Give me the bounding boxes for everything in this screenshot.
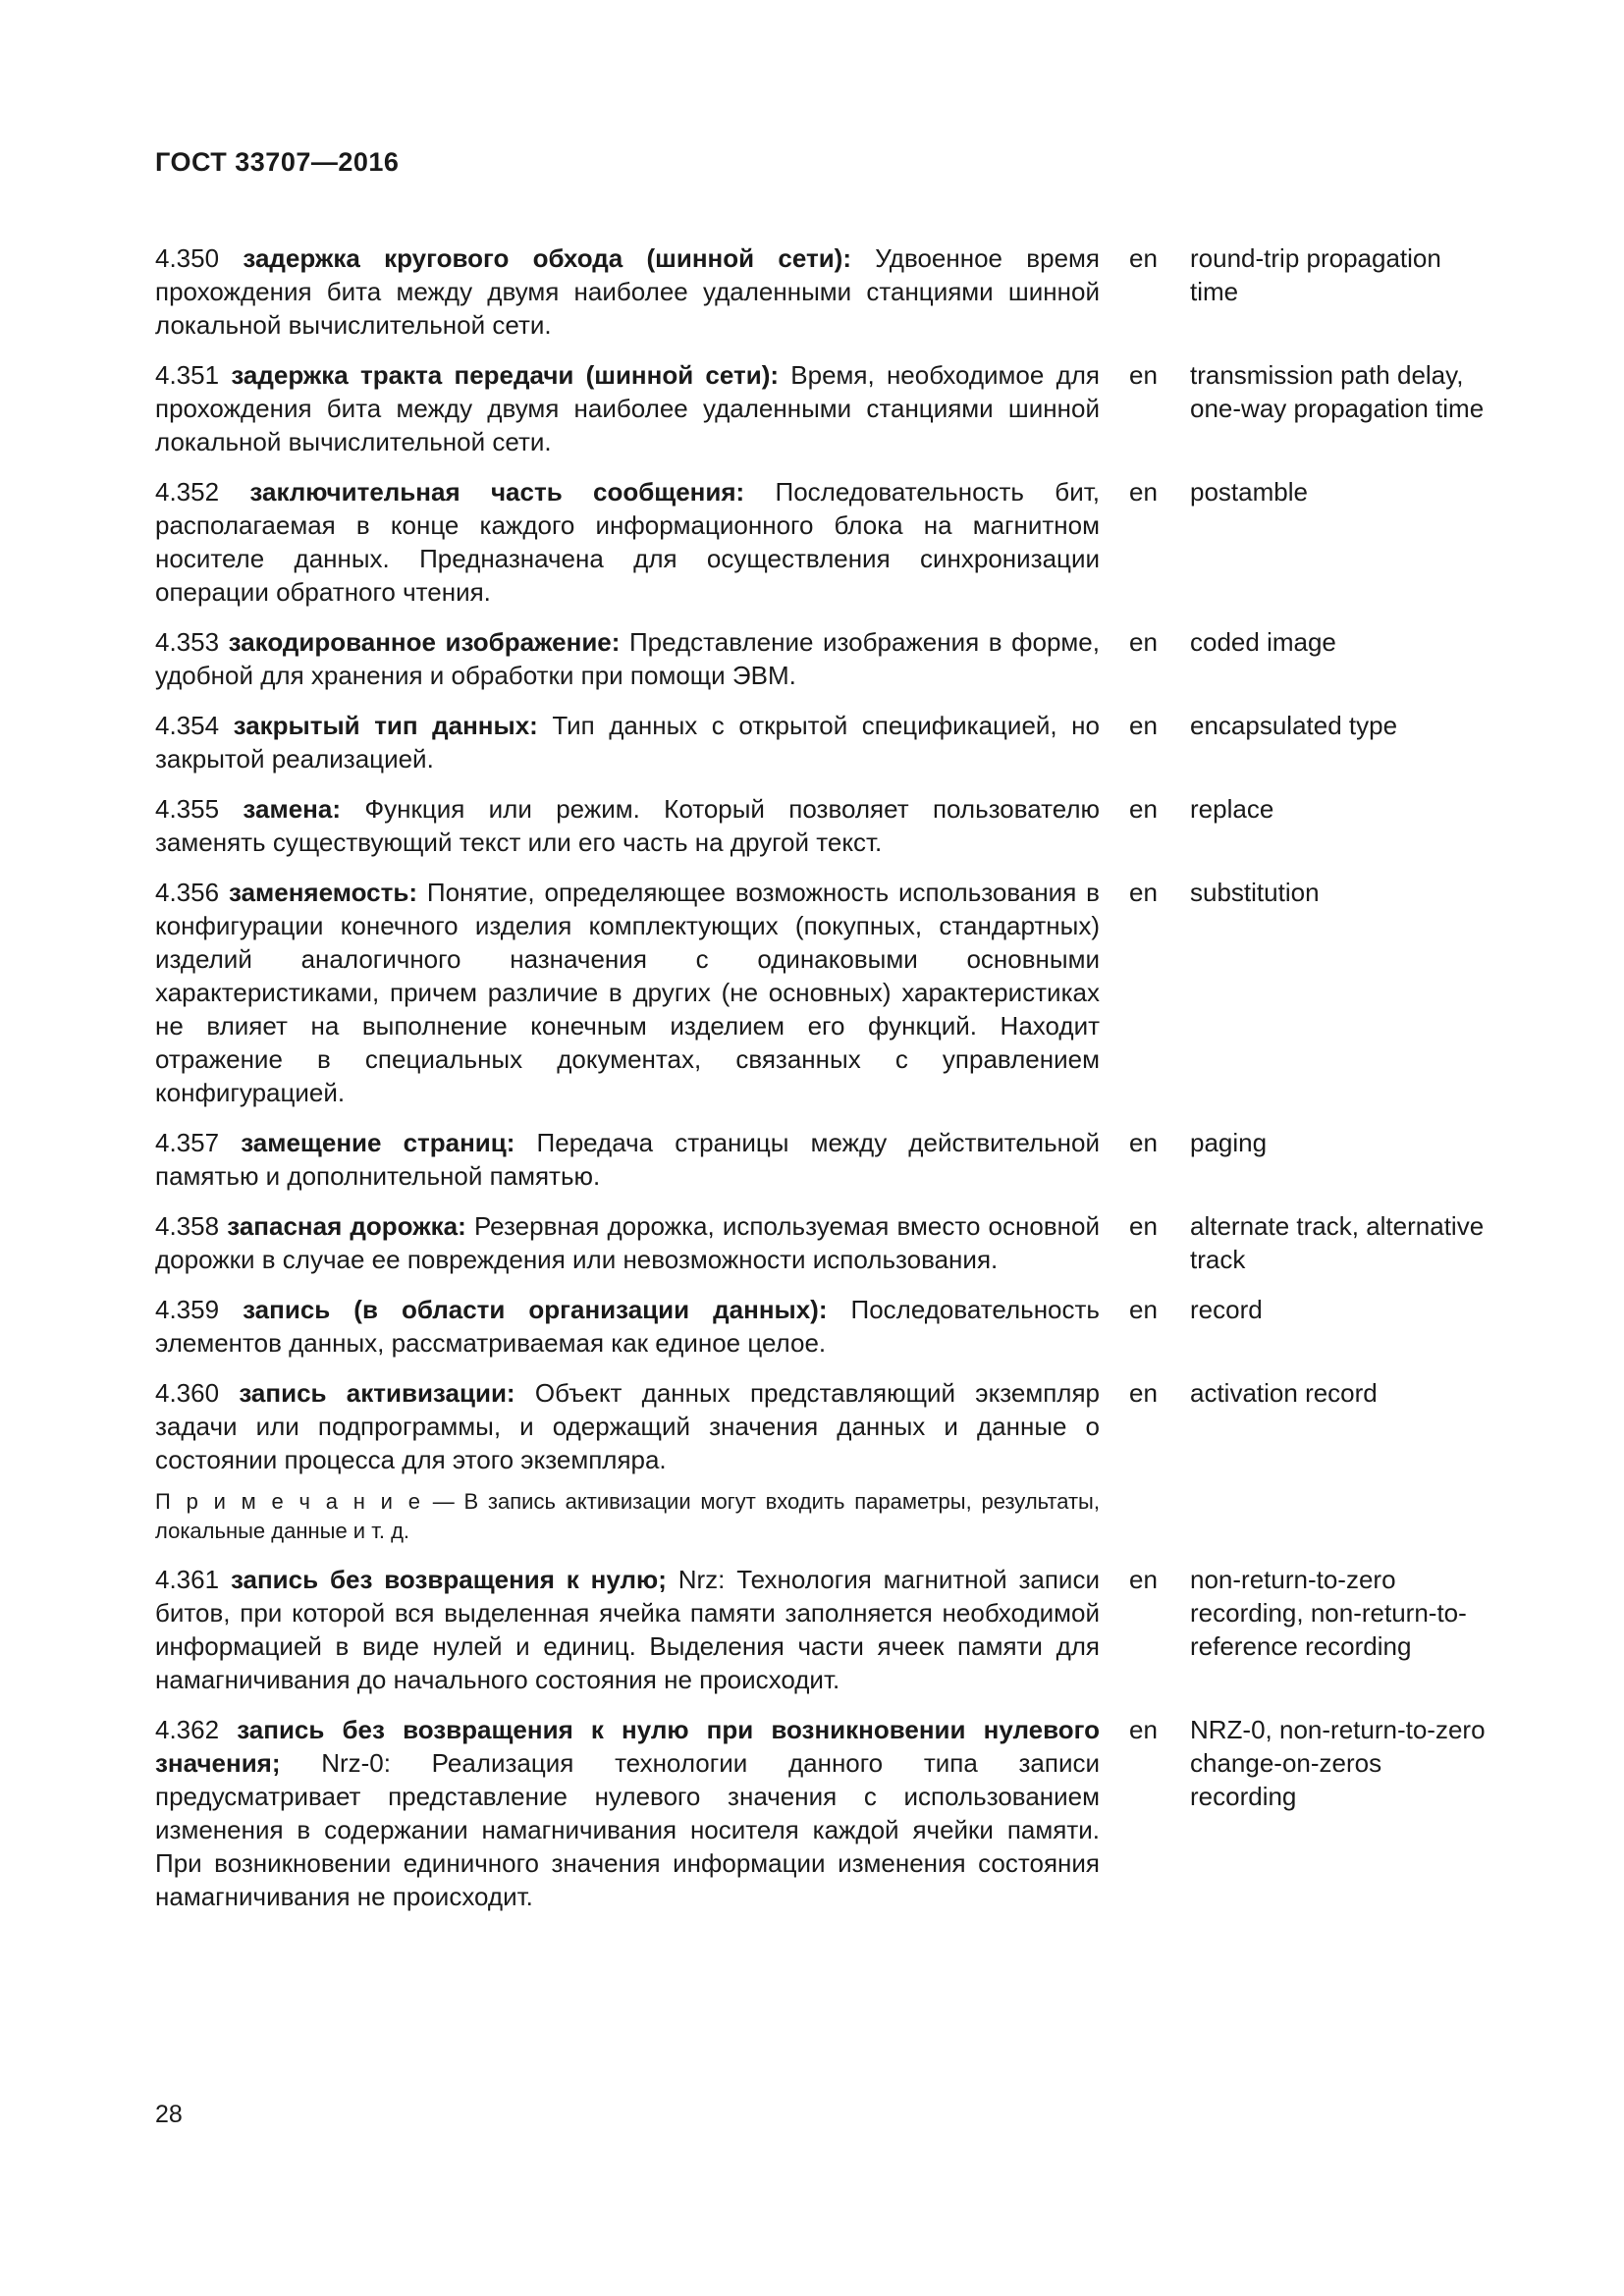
term-english-equivalent: NRZ-0, non-return-to-zero change-on-zeros recording <box>1190 1715 1486 1811</box>
term-text: Последовательность элементов данных, рассматриваемая как единое целое. <box>155 1295 1100 1358</box>
term-language: en <box>1129 1565 1158 1594</box>
terms-list <box>155 241 1490 1930</box>
term-definition <box>155 1376 1100 1476</box>
term-entry-4-353 <box>155 625 1490 692</box>
term-text: Объект данных представляющий экземпляр задачи или подпрограммы, и одержащий значения данных и данные о состоянии процесса для этого экземпляра. <box>155 1378 1100 1474</box>
term-name: заменяемость: <box>228 878 417 907</box>
term-entry-4-351 <box>155 358 1490 458</box>
term-english-equivalent: substitution <box>1190 878 1320 907</box>
term-name: замена: <box>243 794 341 824</box>
term-name: заключительная часть сообщения: <box>249 477 745 507</box>
term-entry-4-355 <box>155 792 1490 859</box>
term-language: en <box>1129 878 1158 907</box>
term-english-equivalent: transmission path delay, one-way propagation time <box>1190 360 1485 423</box>
term-definition <box>155 241 1100 342</box>
term-definition <box>155 709 1100 775</box>
term-number: 4.350 <box>155 243 220 273</box>
term-number: 4.354 <box>155 711 220 740</box>
term-entry-4-357 <box>155 1126 1490 1193</box>
term-definition <box>155 1126 1100 1193</box>
term-name: запись (в области организации данных): <box>243 1295 828 1324</box>
term-english-equivalent: activation record <box>1190 1378 1378 1408</box>
term-note <box>155 1487 1100 1546</box>
term-text: Резервная дорожка, используемая вместо основной дорожки в случае ее повреждения или невозможности использования. <box>155 1211 1100 1274</box>
term-definition <box>155 1209 1100 1276</box>
term-entry-4-356 <box>155 876 1490 1109</box>
term-definition <box>155 876 1100 1109</box>
term-english-equivalent: record <box>1190 1295 1263 1324</box>
term-language: en <box>1129 360 1158 390</box>
term-definition <box>155 358 1100 458</box>
term-name: запасная дорожка: <box>227 1211 466 1241</box>
term-entry-4-352 <box>155 475 1490 609</box>
term-language: en <box>1129 1211 1158 1241</box>
term-name: закрытый тип данных: <box>233 711 538 740</box>
term-entry-4-354 <box>155 709 1490 775</box>
term-text: Тип данных с открытой спецификацией, но закрытой реализацией. <box>155 711 1100 774</box>
term-language: en <box>1129 1378 1158 1408</box>
term-number: 4.353 <box>155 627 220 657</box>
term-language: en <box>1129 794 1158 824</box>
term-number: 4.352 <box>155 477 220 507</box>
term-number: 4.358 <box>155 1211 220 1241</box>
term-entry-4-350 <box>155 241 1490 342</box>
term-english-equivalent: encapsulated type <box>1190 711 1398 740</box>
term-entry-4-358 <box>155 1209 1490 1276</box>
term-text: Удвоенное время прохождения бита между двумя наиболее удаленными станциями шинной локальной вычислительной сети. <box>155 243 1100 340</box>
note-label: П р и м е ч а н и е <box>155 1489 423 1514</box>
term-text: Nrz-0: Реализация технологии данного типа записи предусматривает представление нулевого значения с использованием изменения в содержании намагничивания носителя каждой ячейки памяти. При возникновении единичного значения информации изменения состояния намагничивания не происходит. <box>155 1748 1100 1911</box>
term-english-equivalent: replace <box>1190 794 1274 824</box>
term-english-equivalent: non-return-to-zero recording, non-return-to-reference recording <box>1190 1565 1467 1661</box>
term-name: запись без возвращения к нулю; <box>230 1565 667 1594</box>
term-definition <box>155 1293 1100 1360</box>
term-language: en <box>1129 1715 1158 1744</box>
term-name: задержка кругового обхода (шинной сети): <box>243 243 851 273</box>
term-text: Представление изображения в форме, удобной для хранения и обработки при помощи ЭВМ. <box>155 627 1100 690</box>
term-definition <box>155 792 1100 859</box>
term-definition <box>155 625 1100 692</box>
term-english-equivalent: paging <box>1190 1128 1268 1157</box>
term-number: 4.361 <box>155 1565 220 1594</box>
term-language: en <box>1129 627 1158 657</box>
term-english-equivalent: alternate track, alternative track <box>1190 1211 1485 1274</box>
note-text: — В запись активизации могут входить параметры, результаты, локальные данные и т. д. <box>155 1489 1100 1543</box>
document-header: ГОСТ 33707—2016 <box>155 147 400 177</box>
term-text: Понятие, определяющее возможность использования в конфигурации конечного изделия комплектующих (покупных, стандартных) изделий аналогичного назначения с одинаковыми основными характеристиками, причем различие в других (не основных) характеристиках не влияет на выполнение конечным изделием его функций. Находит отражение в специальных документах, связанных с управлением конфигурацией. <box>155 878 1100 1107</box>
term-definition <box>155 1713 1100 1913</box>
term-text: Последовательность бит, располагаемая в конце каждого информационного блока на магнитном носителе данных. Предназначена для осуществления синхронизации операции обратного чтения. <box>155 477 1100 607</box>
term-name: закодированное изображение: <box>228 627 621 657</box>
term-name: замещение страниц: <box>241 1128 515 1157</box>
term-language: en <box>1129 1128 1158 1157</box>
page-number: 28 <box>155 2101 183 2128</box>
term-text: Функция или режим. Который позволяет пользователю заменять существующий текст или его часть на другой текст. <box>155 794 1101 857</box>
term-name: задержка тракта передачи (шинной сети): <box>231 360 780 390</box>
term-language: en <box>1129 243 1158 273</box>
term-number: 4.351 <box>155 360 220 390</box>
term-number: 4.356 <box>155 878 220 907</box>
term-number: 4.359 <box>155 1295 220 1324</box>
term-number: 4.360 <box>155 1378 220 1408</box>
term-language: en <box>1129 711 1158 740</box>
term-definition <box>155 1563 1100 1696</box>
term-entry-4-359 <box>155 1293 1490 1360</box>
term-entry-4-361 <box>155 1563 1490 1696</box>
term-entry-4-360 <box>155 1376 1490 1476</box>
term-english-equivalent: postamble <box>1190 477 1308 507</box>
term-definition <box>155 475 1100 609</box>
term-text: Передача страницы между действительной памятью и дополнительной памятью. <box>155 1128 1100 1191</box>
term-english-equivalent: coded image <box>1190 627 1336 657</box>
term-language: en <box>1129 477 1158 507</box>
term-english-equivalent: round-trip propagation time <box>1190 243 1441 306</box>
term-entry-4-362 <box>155 1713 1490 1913</box>
term-name: запись активизации: <box>239 1378 515 1408</box>
term-number: 4.355 <box>155 794 220 824</box>
term-text: Время, необходимое для прохождения бита между двумя наиболее удаленными станциями шинной локальной вычислительной сети. <box>155 360 1100 456</box>
term-number: 4.357 <box>155 1128 220 1157</box>
term-number: 4.362 <box>155 1715 220 1744</box>
term-text: Nrz: Технология магнитной записи битов, при которой вся выделенная ячейка памяти заполняется необходимой информацией в виде нулей и единиц. Выделения части ячеек памяти для намагничивания до начального состояния не происходит. <box>155 1565 1100 1694</box>
term-name: запись без возвращения к нулю при возникновении нулевого значения; <box>155 1715 1100 1778</box>
term-language: en <box>1129 1295 1158 1324</box>
